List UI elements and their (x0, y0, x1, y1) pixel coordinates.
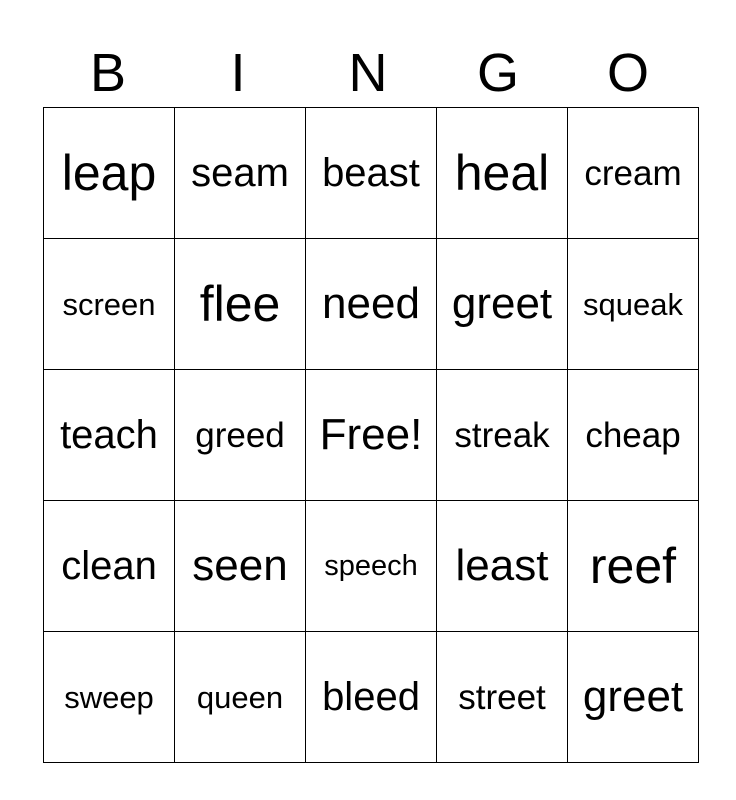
grid-row (44, 370, 699, 501)
grid-row (44, 239, 699, 370)
bingo-cell: flee (175, 239, 306, 370)
header-letter-g: G (476, 43, 519, 103)
grid-row (44, 632, 699, 763)
bingo-cell: greed (175, 370, 306, 501)
bingo-cell: teach (44, 370, 175, 501)
bingo-cell: streak (437, 370, 568, 501)
header-letter-n: N (348, 43, 388, 103)
bingo-cell: speech (306, 501, 437, 632)
bingo-cell: reef (568, 501, 699, 632)
bingo-header (43, 40, 693, 106)
bingo-cell: least (437, 501, 568, 632)
bingo-cell: seam (175, 108, 306, 239)
bingo-cell: queen (175, 632, 306, 763)
bingo-cell: greet (437, 239, 568, 370)
grid-row (44, 501, 699, 632)
bingo-cell: leap (44, 108, 175, 239)
header-letter-i: I (230, 43, 246, 103)
free-space-cell: Free! (306, 370, 437, 501)
grid-row (44, 108, 699, 239)
bingo-cell: seen (175, 501, 306, 632)
bingo-cell: bleed (306, 632, 437, 763)
bingo-cell: beast (306, 108, 437, 239)
bingo-cell: cream (568, 108, 699, 239)
bingo-cell: clean (44, 501, 175, 632)
bingo-cell: street (437, 632, 568, 763)
header-letter-o: O (606, 43, 649, 103)
bingo-grid (43, 107, 699, 763)
bingo-cell: heal (437, 108, 568, 239)
bingo-cell: screen (44, 239, 175, 370)
bingo-cell: sweep (44, 632, 175, 763)
bingo-cell: need (306, 239, 437, 370)
bingo-cell: greet (568, 632, 699, 763)
header-letter-b: B (89, 43, 127, 103)
bingo-cell: cheap (568, 370, 699, 501)
bingo-cell: squeak (568, 239, 699, 370)
